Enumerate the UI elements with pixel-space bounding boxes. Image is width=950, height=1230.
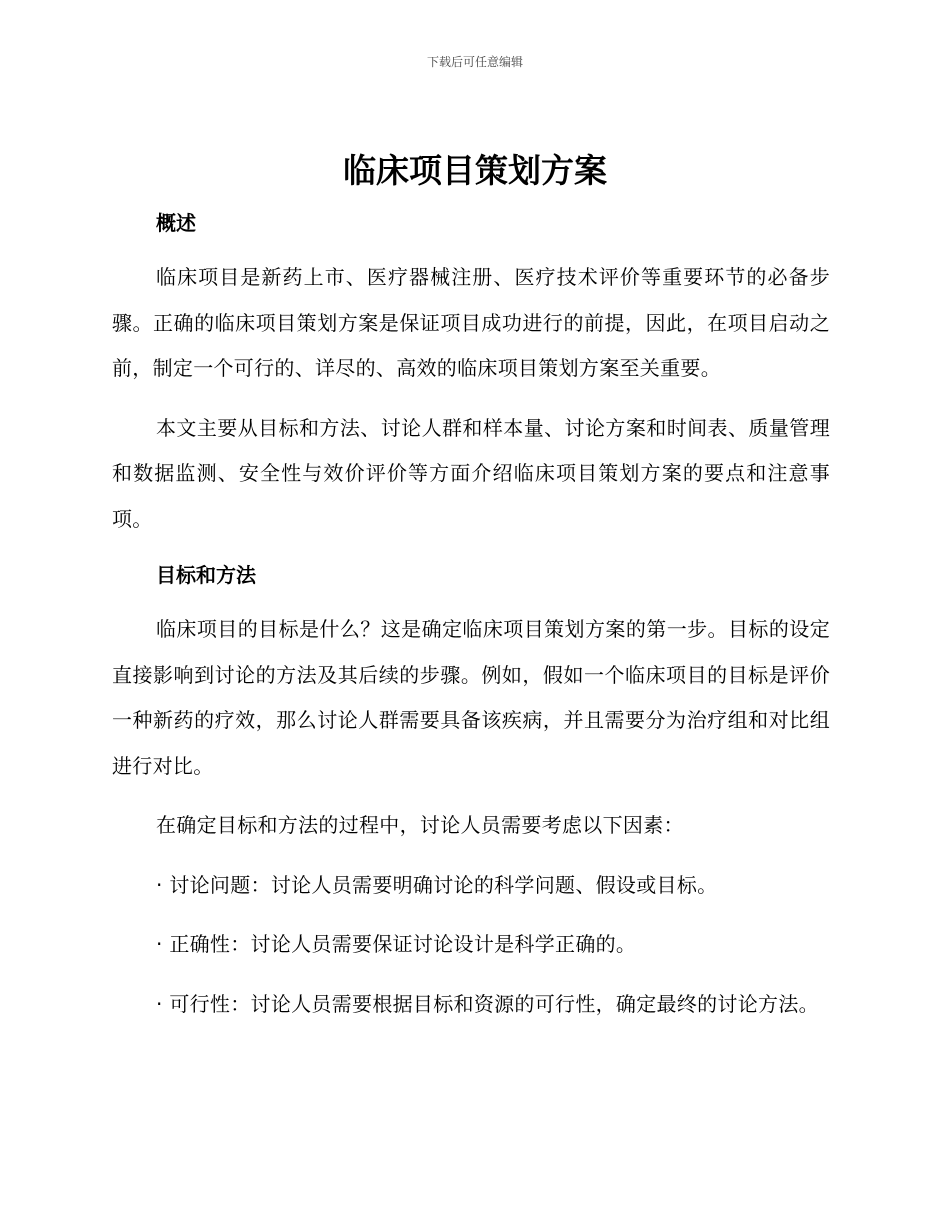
paragraph: 临床项目是新药上市、医疗器械注册、医疗技术评价等重要环节的必备步骤。正确的临床项目策划方案是保证项目成功进行的前提，因此，在项目启动之前，制定一个可行的、详尽的、高效的临床项目策划方案至关重要。 [112,265,830,380]
paragraph: 临床项目的目标是什么？这是确定临床项目策划方案的第一步。目标的设定直接影响到讨论的方法及其后续的步骤。例如，假如一个临床项目的目标是评价一种新药的疗效，那么讨论人群需要具备该疾病，并且需要分为治疗组和对比组进行对比。 [112,617,830,778]
document-title: 临床项目策划方案 [343,151,607,190]
bullet-item: · 正确性：讨论人员需要保证讨论设计是科学正确的。 [156,932,637,956]
section-heading-overview: 概述 [156,211,196,235]
bullet-item: · 讨论问题：讨论人员需要明确讨论的科学问题、假设或目标。 [156,872,718,897]
paragraph: 在确定目标和方法的过程中，讨论人员需要考虑以下因素： [156,813,684,837]
document-body [112,204,830,1027]
section-heading-goals-methods: 目标和方法 [156,563,256,587]
bullet-item: · 可行性：讨论人员需要根据目标和资源的可行性，确定最终的讨论方法。 [156,991,819,1016]
paragraph: 本文主要从目标和方法、讨论人群和样本量、讨论方案和时间表、质量管理和数据监测、安全性与效价评价等方面介绍临床项目策划方案的要点和注意事项。 [112,415,830,531]
header-note: 下载后可任意编辑 [426,55,523,69]
